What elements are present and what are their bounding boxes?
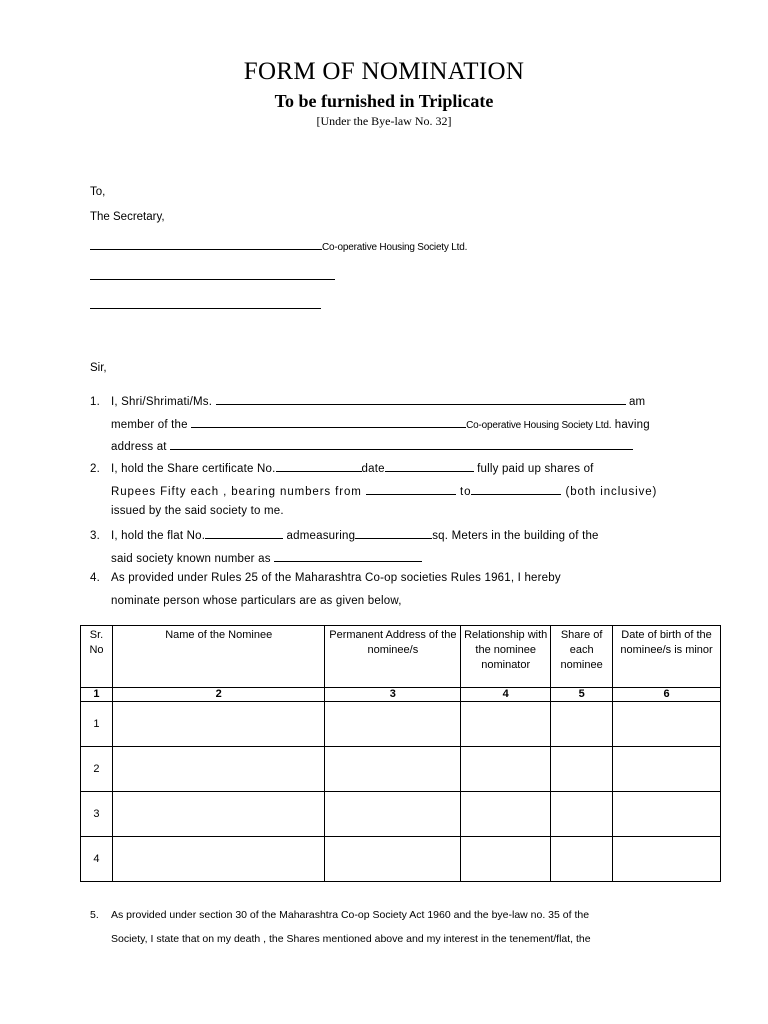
nominee-name-cell[interactable] <box>112 747 325 792</box>
column-number: 2 <box>112 688 325 702</box>
address-line-2 <box>90 297 321 312</box>
nominee-relationship-cell[interactable] <box>461 747 551 792</box>
nominee-address-cell[interactable] <box>325 792 461 837</box>
header-permanent-address: Permanent Address of the nominee/s <box>325 626 461 688</box>
flat-number-blank[interactable] <box>205 527 283 539</box>
row-serial-number: 3 <box>81 792 113 837</box>
column-number: 6 <box>613 688 721 702</box>
table-row <box>81 702 721 747</box>
item-2-line-3: issued by the said society to me. <box>111 505 284 517</box>
bylaw-reference: [Under the Bye-law No. 32] <box>316 114 452 128</box>
column-number: 5 <box>551 688 613 702</box>
item-1-line-2: member of the Co-operative Housing Society Ltd. having <box>111 416 650 431</box>
share-number-to-blank[interactable] <box>471 483 561 495</box>
item-2-line-2: Rupees Fifty each , bearing numbers from to (both inclusive) <box>111 483 657 498</box>
member-society-blank[interactable] <box>191 416 466 428</box>
form-title: FORM OF NOMINATION <box>243 58 525 85</box>
row-serial-number: 4 <box>81 837 113 882</box>
column-number: 1 <box>81 688 113 702</box>
table-row <box>81 837 721 882</box>
member-name-blank[interactable] <box>216 393 626 405</box>
nominee-dob-cell[interactable] <box>613 837 721 882</box>
member-address-blank[interactable] <box>170 438 633 450</box>
item-5-number: 5. <box>90 909 99 921</box>
to-line: To, <box>90 186 106 198</box>
recipient-line: The Secretary, <box>90 211 165 223</box>
column-number: 4 <box>461 688 551 702</box>
address-blank-2[interactable] <box>90 297 321 309</box>
item-3-line-1: 3. I, hold the flat No. admeasuring sq. Meters in the building of the <box>90 527 599 542</box>
item-4-line-1: 4. As provided under Rules 25 of the Maharashtra Co-op societies Rules 1961, I hereby <box>90 572 561 584</box>
share-number-from-blank[interactable] <box>366 483 456 495</box>
row-serial-number: 1 <box>81 702 113 747</box>
item-2-line-1: 2. I, hold the Share certificate No. date fully paid up shares of <box>90 460 594 475</box>
header-share: Share of each nominee <box>551 626 613 688</box>
nominee-relationship-cell[interactable] <box>461 702 551 747</box>
nominee-share-cell[interactable] <box>551 747 613 792</box>
nominee-address-cell[interactable] <box>325 702 461 747</box>
item-1-line-3: address at <box>111 438 633 453</box>
table-row <box>81 747 721 792</box>
nominee-share-cell[interactable] <box>551 837 613 882</box>
header-date-of-birth: Date of birth of the nominee/s is minor <box>613 626 721 688</box>
nominee-address-cell[interactable] <box>325 837 461 882</box>
column-number-row <box>81 688 721 702</box>
nominee-relationship-cell[interactable] <box>461 792 551 837</box>
item-5-line-2: Society, I state that on my death , the Shares mentioned above and my interest in the tenement/flat, the <box>111 933 591 945</box>
nominee-table <box>80 625 721 882</box>
flat-area-blank[interactable] <box>355 527 432 539</box>
item-1-number: 1. <box>90 396 100 408</box>
column-number: 3 <box>325 688 461 702</box>
nominee-relationship-cell[interactable] <box>461 837 551 882</box>
header-relationship: Relationship with the nominee nominator <box>461 626 551 688</box>
item-3-line-2: said society known number as <box>111 550 422 565</box>
society-suffix: Co-operative Housing Society Ltd. <box>322 242 468 253</box>
item-3-number: 3. <box>90 530 100 542</box>
nominee-share-cell[interactable] <box>551 702 613 747</box>
nominee-name-cell[interactable] <box>112 792 325 837</box>
address-blank-1[interactable] <box>90 268 335 280</box>
row-serial-number: 2 <box>81 747 113 792</box>
society-name-blank[interactable] <box>90 238 322 250</box>
nominee-name-cell[interactable] <box>112 702 325 747</box>
share-certificate-blank[interactable] <box>276 460 362 472</box>
item-1-line-1: 1. I, Shri/Shrimati/Ms. am <box>90 393 645 408</box>
header-nominee-name: Name of the Nominee <box>112 626 325 688</box>
share-date-blank[interactable] <box>385 460 474 472</box>
nominee-dob-cell[interactable] <box>613 792 721 837</box>
table-header-row <box>81 626 721 688</box>
nominee-dob-cell[interactable] <box>613 702 721 747</box>
item-4-line-2: nominate person whose particulars are as given below, <box>111 595 402 607</box>
table-row <box>81 792 721 837</box>
address-line-1 <box>90 268 335 283</box>
header-sr-no: Sr. No <box>81 626 113 688</box>
building-number-blank[interactable] <box>274 550 422 562</box>
item-5-line-1: 5. As provided under section 30 of the Maharashtra Co-op Society Act 1960 and the bye-law no. 35 of the <box>90 909 590 921</box>
form-subtitle: To be furnished in Triplicate <box>274 91 494 111</box>
nominee-address-cell[interactable] <box>325 747 461 792</box>
salutation: Sir, <box>90 362 107 374</box>
nominee-name-cell[interactable] <box>112 837 325 882</box>
society-name-line <box>90 238 467 253</box>
nominee-share-cell[interactable] <box>551 792 613 837</box>
item-4-number: 4. <box>90 572 100 584</box>
item-2-number: 2. <box>90 463 100 475</box>
nominee-dob-cell[interactable] <box>613 747 721 792</box>
